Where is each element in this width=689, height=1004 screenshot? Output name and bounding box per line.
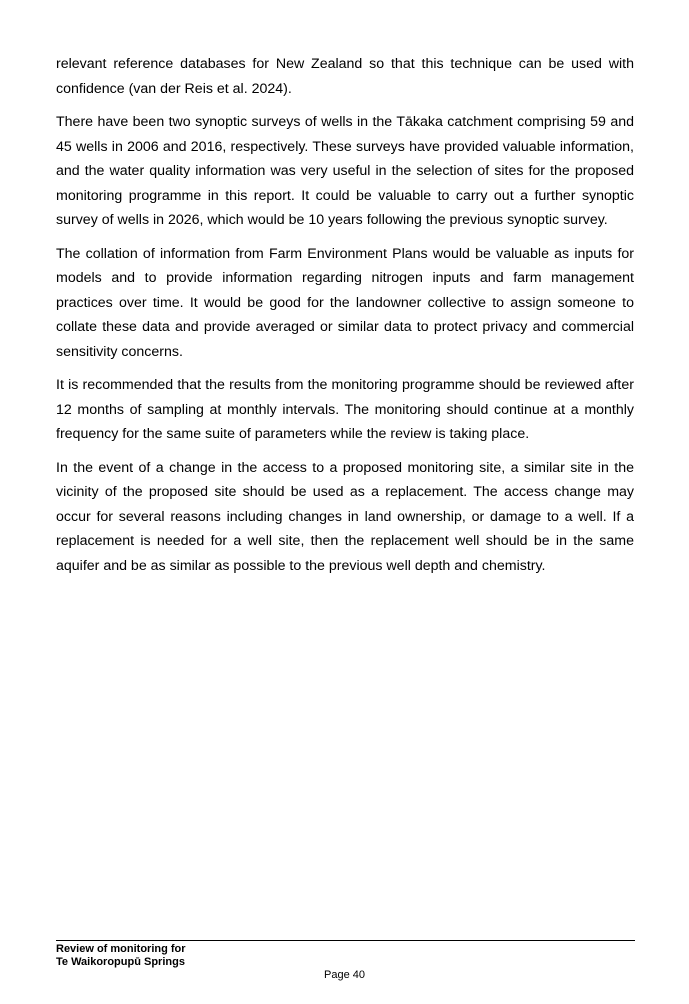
paragraph-review-recommendation: It is recommended that the results from the monitoring programme should be reviewed after 12 months of sampling at monthly intervals. The monitoring should continue at a monthly frequency for the same suite of parameters while the review is taking place. [56, 377, 634, 442]
footer-title-line-1: Review of monitoring for [56, 943, 186, 955]
paragraph-reference-databases: relevant reference databases for New Zealand so that this technique can be used with confidence (van der Reis et al. 2024). [56, 56, 634, 97]
footer-report-title [56, 943, 186, 969]
paragraph-farm-environment-plans: The collation of information from Farm Environment Plans would be valuable as inputs for models and to provide information regarding nitrogen inputs and farm management practices over time. It would be good for the landowner collective to assign someone to collate these data and provide averaged or similar data to protect privacy and commercial sensitivity concerns. [56, 245, 634, 360]
document-body [56, 52, 634, 587]
paragraph-site-replacement: In the event of a change in the access to a proposed monitoring site, a similar site in the vicinity of the proposed site should be used as a replacement. The access change may occur for several reasons including changes in land ownership, or damage to a well. If a replacement is needed for a well site, then the replacement well should be in the same aquifer and be as similar as possible to the previous well depth and chemistry. [56, 459, 634, 574]
page-number: Page 40 [324, 969, 365, 981]
footer-divider [56, 940, 635, 941]
footer-title-line-2: Te Waikoropupū Springs [56, 956, 185, 968]
paragraph-synoptic-surveys: There have been two synoptic surveys of wells in the Tākaka catchment comprising 59 and 45 wells in 2006 and 2016, respectively. These surveys have provided valuable information, and the water quality information was very useful in the selection of sites for the proposed monitoring programme in this report. It could be valuable to carry out a further synoptic survey of wells in 2026, which would be 10 years following the previous synoptic survey. [56, 114, 634, 228]
